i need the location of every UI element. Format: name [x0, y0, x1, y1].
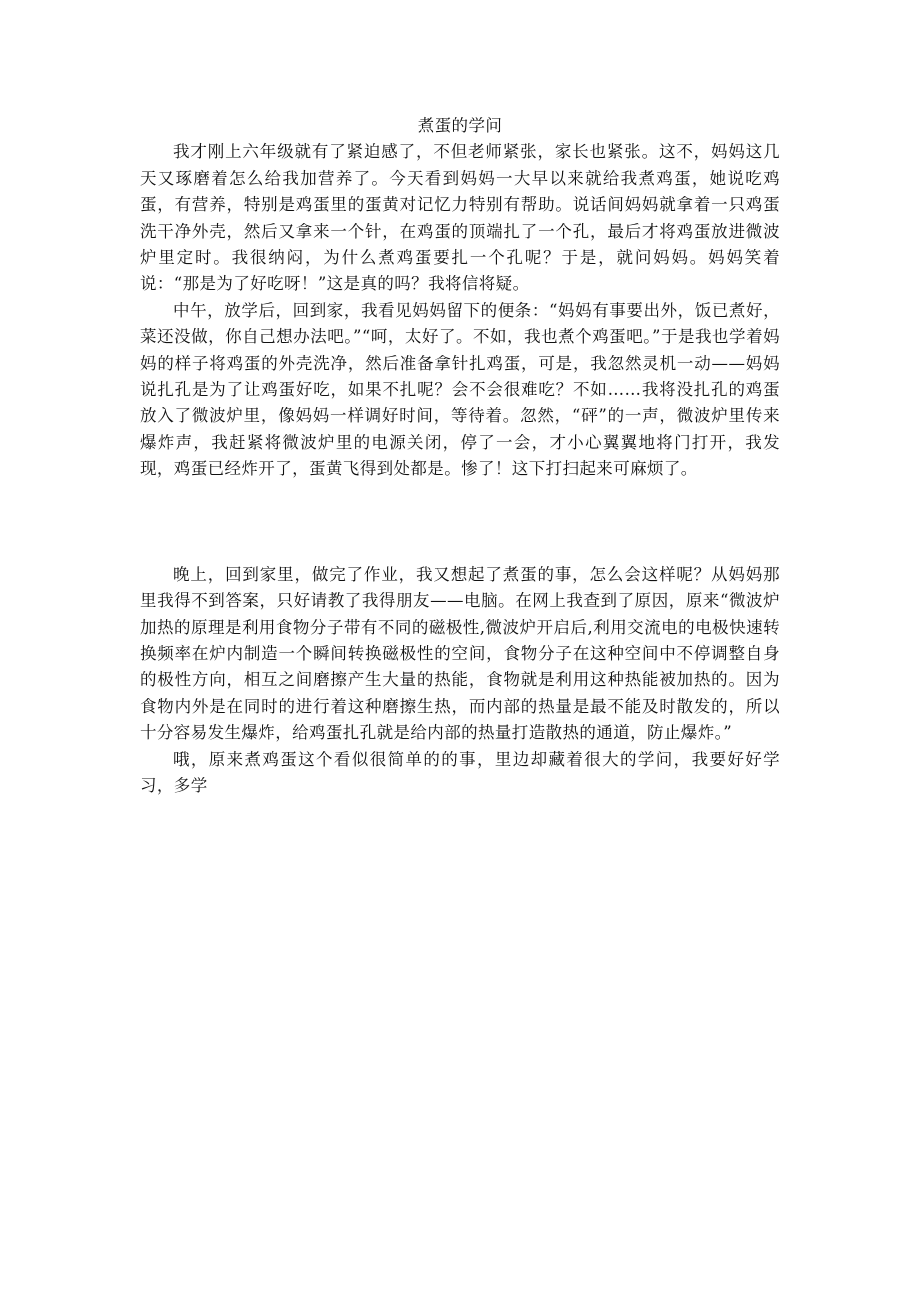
paragraph-1: 我才刚上六年级就有了紧迫感了，不但老师紧张，家长也紧张。这不，妈妈这几天又琢磨着怎么给我加营养了。今天看到妈妈一大早以来就给我煮鸡蛋，她说吃鸡蛋，有营养，特别是鸡蛋里的蛋黄对记忆力特别有帮助。说话间妈妈就拿着一只鸡蛋洗干净外壳，然后又拿来一个针，在鸡蛋的顶端扎了一个孔，最后才将鸡蛋放进微波炉里定时。我很纳闷，为什么煮鸡蛋要扎一个孔呢？于是，就问妈妈。妈妈笑着说：“那是为了好吃呀！”这是真的吗？我将信将疑。	[140, 142, 780, 294]
paragraph-4: 哦，原来煮鸡蛋这个看似很简单的的事，里边却藏着很大的学问，我要好好学习，多学	[140, 749, 780, 795]
document-title: 煮蛋的学问	[417, 116, 503, 135]
paragraph-3: 晚上，回到家里，做完了作业，我又想起了煮蛋的事，怎么会这样呢？从妈妈那里我得不到答案，只好请教了我得朋友——电脑。在网上我查到了原因，原来“微波炉加热的原理是利用食物分子带有不同的磁极性,微波炉开启后,利用交流电的电极快速转换频率在炉内制造一个瞬间转换磁极性的空间，食物分子在这种空间中不停调整自身的极性方向，相互之间磨擦产生大量的热能，食物就是利用这种热能被加热的。因为食物内外是在同时的进行着这种磨擦生热，而内部的热量是最不能及时散发的，所以十分容易发生爆炸，给鸡蛋扎孔就是给内部的热量打造散热的通道，防止爆炸。”	[140, 564, 780, 743]
blank-space	[140, 483, 780, 562]
paragraph-2: 中午，放学后，回到家，我看见妈妈留下的便条：“妈妈有事要出外，饭已煮好，菜还没做，你自己想办法吧。”“呵，太好了。不如，我也煮个鸡蛋吧。”于是我也学着妈妈的样子将鸡蛋的外壳洗净，然后准备拿针扎鸡蛋，可是，我忽然灵机一动——妈妈说扎孔是为了让鸡蛋好吃，如果不扎呢？会不会很难吃？不如……我将没扎孔的鸡蛋放入了微波炉里，像妈妈一样调好时间，等待着。忽然，“砰”的一声，微波炉里传来爆炸声，我赶紧将微波炉里的电源关闭，停了一会，才小心翼翼地将门打开，我发现，鸡蛋已经炸开了，蛋黄飞得到处都是。惨了！这下打扫起来可麻烦了。	[140, 300, 780, 479]
document-body	[140, 113, 780, 799]
